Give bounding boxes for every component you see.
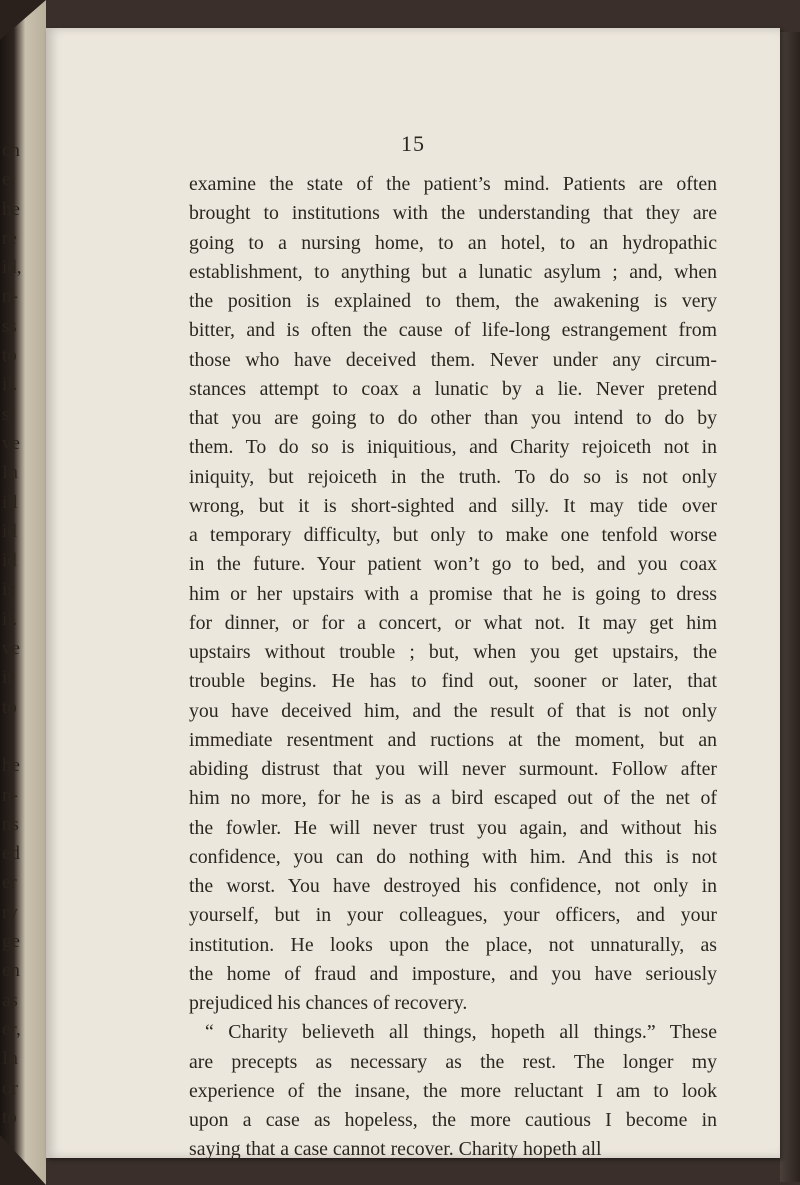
text-line: experience of the insane, the more reluctant I am to look xyxy=(189,1079,717,1102)
margin-fragment: s: xyxy=(2,403,15,425)
book-page xyxy=(46,28,780,1161)
text-line: you have deceived him, and the result of that is not only xyxy=(189,699,717,722)
text-line: examine the state of the patient’s mind. Patients are often xyxy=(189,173,717,195)
text-line: them. To do so is iniquitious, and Charity rejoiceth not in xyxy=(189,436,717,459)
text-line: immediate resentment and ructions at the moment, but an xyxy=(189,728,717,751)
margin-fragment: re xyxy=(2,227,17,249)
text-line: going to a nursing home, to an hotel, to an hydropathic xyxy=(189,231,717,254)
text-line: trouble begins. He has to find out, sooner or later, that xyxy=(189,670,717,693)
margin-fragment: e. xyxy=(2,169,16,191)
text-line: the home of fraud and imposture, and you have seriously xyxy=(189,962,717,985)
text-line: a temporary difficulty, but only to make one tenfold worse xyxy=(189,524,717,546)
margin-fragment: he xyxy=(2,198,20,220)
margin-fragment: n- xyxy=(2,286,18,308)
text-line: iniquity, but rejoiceth in the truth. To do so is not only xyxy=(189,465,717,488)
margin-fragment: ch xyxy=(2,140,20,161)
text-line: those who have deceived them. Never under any circum- xyxy=(189,348,717,371)
text-line: brought to institutions with the understanding that they are xyxy=(189,202,717,225)
page-stack-edge xyxy=(780,32,800,1182)
margin-fragment: ry xyxy=(2,901,18,923)
margin-fragment: ve xyxy=(2,432,20,454)
margin-fragment: il. xyxy=(2,374,18,396)
text-line: for dinner, or for a concert, or what not. It may get him xyxy=(189,611,717,634)
margin-fragment: id xyxy=(2,520,17,542)
margin-fragment: ns xyxy=(2,813,19,835)
text-line: abiding distrust that you will never surmount. Follow after xyxy=(189,758,717,780)
margin-fragment: he xyxy=(2,755,20,777)
text-line: “ Charity believeth all things, hopeth all things.” These xyxy=(205,1021,717,1044)
text-line: saying that a case cannot recover. Charity hopeth all xyxy=(189,1138,602,1161)
text-line: him or her upstairs with a promise that he is going to dress xyxy=(189,582,717,605)
margin-fragment: ill xyxy=(2,491,18,513)
margin-fragment: n- xyxy=(2,784,18,806)
text-line: upstairs without trouble ; but, when you get upstairs, the xyxy=(189,641,717,663)
text-line: the position is explained to them, the awakening is very xyxy=(189,290,717,312)
margin-fragment: ss xyxy=(2,315,17,337)
margin-fragment: In xyxy=(2,1048,18,1070)
text-line: confidence, you can do nothing with him. And this is not xyxy=(189,845,717,868)
text-line: stances attempt to coax a lunatic by a lie. Never pretend xyxy=(189,377,717,400)
text-line: bitter, and is often the cause of life-long estrangement from xyxy=(189,319,717,342)
margin-fragment: er, xyxy=(2,1018,21,1040)
text-line: establishment, to anything but a lunatic asylum ; and, when xyxy=(189,260,717,283)
text-line: him no more, for he is as a bird escaped out of the net of xyxy=(189,787,717,810)
text-line: the worst. You have destroyed his confidence, not only in xyxy=(189,875,717,897)
margin-fragment: en xyxy=(2,960,20,982)
gutter-shadow-bottom xyxy=(0,1135,46,1185)
margin-fragment: is xyxy=(2,579,15,601)
margin-fragment xyxy=(2,722,46,751)
margin-fragment: ve xyxy=(2,638,20,660)
margin-fragment: id xyxy=(2,550,17,572)
text-line: that you are going to do other than you intend to do by xyxy=(189,407,717,429)
text-line: wrong, but it is short-sighted and silly. It may tide over xyxy=(189,494,717,517)
text-line: are precepts as necessary as the rest. The longer my xyxy=(189,1050,717,1073)
gutter-shadow-top xyxy=(0,0,46,40)
page-number: 15 xyxy=(401,131,425,156)
previous-page-margin-text xyxy=(2,136,46,1132)
margin-fragment: id, xyxy=(2,257,22,279)
margin-fragment: as xyxy=(2,989,18,1011)
body-text xyxy=(189,170,717,1165)
margin-fragment: er xyxy=(2,872,17,894)
text-line: institution. He looks upon the place, not unnaturally, as xyxy=(189,933,717,956)
text-line: yourself, but in your colleagues, your officers, and your xyxy=(189,904,717,927)
margin-fragment: ge xyxy=(2,931,20,953)
margin-fragment: In xyxy=(2,462,18,484)
margin-fragment: to xyxy=(2,696,17,718)
text-line: in the future. Your patient won’t go to bed, and you coax xyxy=(189,553,717,576)
margin-fragment: ed xyxy=(2,843,20,865)
text-line: upon a case as hopeless, the more cautious I become in xyxy=(189,1109,717,1131)
margin-fragment: to xyxy=(2,345,17,367)
margin-fragment: ir xyxy=(2,667,14,689)
margin-fragment: or xyxy=(2,1077,18,1099)
margin-fragment: il. xyxy=(2,608,18,630)
margin-fragment: to xyxy=(2,1106,17,1128)
text-line: prejudiced his chances of recovery. xyxy=(189,992,468,1014)
text-line: the fowler. He will never trust you again, and without his xyxy=(189,816,717,839)
